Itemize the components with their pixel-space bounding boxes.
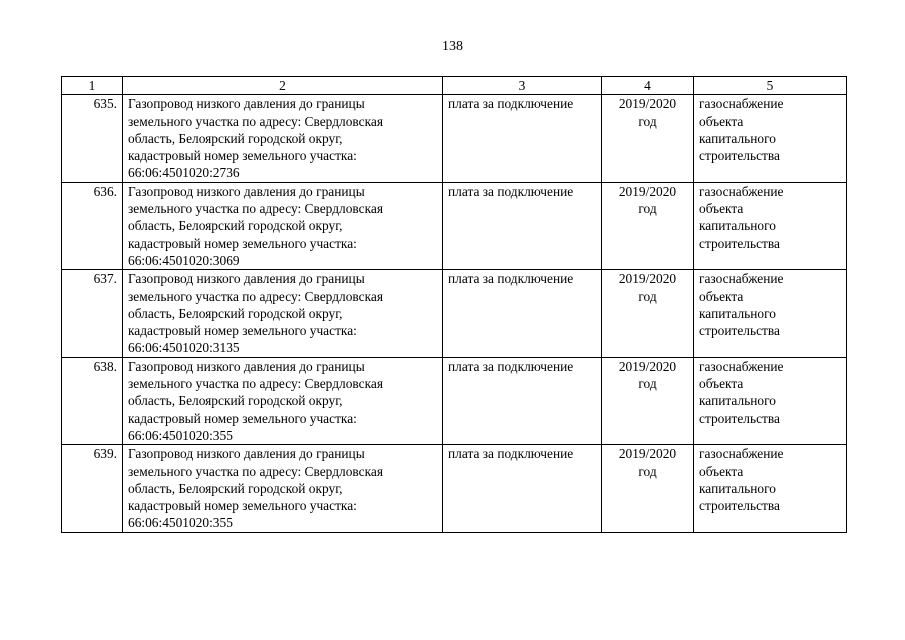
header-col-3: 3 bbox=[443, 77, 602, 95]
year-period: 2019/2020 год bbox=[602, 95, 694, 182]
fee-type: плата за подключение bbox=[443, 445, 602, 532]
row-number: 636. bbox=[62, 182, 123, 269]
purpose: газоснабжение объекта капитального строительства bbox=[694, 270, 847, 357]
fee-type: плата за подключение bbox=[443, 182, 602, 269]
object-description: Газопровод низкого давления до границы земельного участка по адресу: Свердловская область, Белоярский городской округ, кадастровый номер земельного участка: 66:06:4501020:3135 bbox=[123, 270, 443, 357]
year-period: 2019/2020 год bbox=[602, 445, 694, 532]
table-row bbox=[62, 270, 847, 357]
year-period: 2019/2020 год bbox=[602, 270, 694, 357]
fee-type: плата за подключение bbox=[443, 270, 602, 357]
purpose: газоснабжение объекта капитального строительства bbox=[694, 357, 847, 444]
row-number: 638. bbox=[62, 357, 123, 444]
row-number: 635. bbox=[62, 95, 123, 182]
purpose: газоснабжение объекта капитального строительства bbox=[694, 445, 847, 532]
row-number: 639. bbox=[62, 445, 123, 532]
fee-type: плата за подключение bbox=[443, 357, 602, 444]
purpose: газоснабжение объекта капитального строительства bbox=[694, 95, 847, 182]
header-col-5: 5 bbox=[694, 77, 847, 95]
object-description: Газопровод низкого давления до границы земельного участка по адресу: Свердловская область, Белоярский городской округ, кадастровый номер земельного участка: 66:06:4501020:2736 bbox=[123, 95, 443, 182]
object-description: Газопровод низкого давления до границы земельного участка по адресу: Свердловская область, Белоярский городской округ, кадастровый номер земельного участка: 66:06:4501020:355 bbox=[123, 445, 443, 532]
page-number: 138 bbox=[442, 39, 463, 54]
table-header-row bbox=[62, 77, 847, 95]
purpose: газоснабжение объекта капитального строительства bbox=[694, 182, 847, 269]
year-period: 2019/2020 год bbox=[602, 182, 694, 269]
header-col-1: 1 bbox=[62, 77, 123, 95]
object-description: Газопровод низкого давления до границы земельного участка по адресу: Свердловская область, Белоярский городской округ, кадастровый номер земельного участка: 66:06:4501020:355 bbox=[123, 357, 443, 444]
header-col-2: 2 bbox=[123, 77, 443, 95]
header-col-4: 4 bbox=[602, 77, 694, 95]
table-row bbox=[62, 182, 847, 269]
table-row bbox=[62, 357, 847, 444]
year-period: 2019/2020 год bbox=[602, 357, 694, 444]
row-number: 637. bbox=[62, 270, 123, 357]
pipeline-table bbox=[61, 76, 847, 533]
object-description: Газопровод низкого давления до границы земельного участка по адресу: Свердловская область, Белоярский городской округ, кадастровый номер земельного участка: 66:06:4501020:3069 bbox=[123, 182, 443, 269]
fee-type: плата за подключение bbox=[443, 95, 602, 182]
table-row bbox=[62, 445, 847, 532]
table-row bbox=[62, 95, 847, 182]
